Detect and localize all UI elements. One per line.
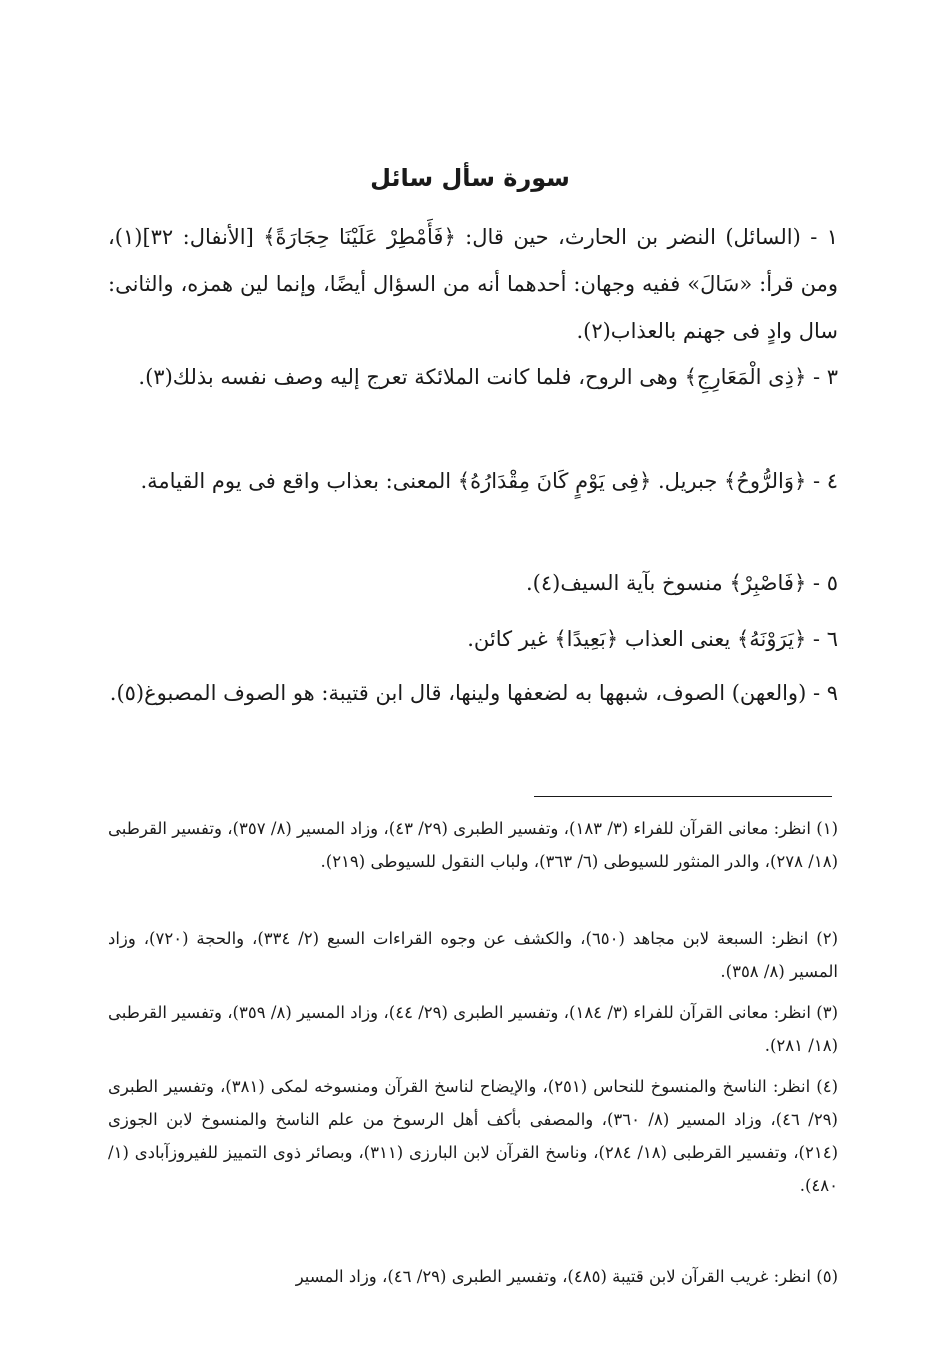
paragraph-verse-1: ١ - (السائل) النضر بن الحارث، حين قال: ﴿فَأَمْطِرْ عَلَيْنَا حِجَارَةً﴾ [الأنفال: ٣٢](١)، ومن قرأ: «سَالَ» ففيه وجهان: أحدهما أنه من السؤال أيضًا، وإنما لين همزه، والثانى: سال وادٍ فى جهنم بالعذاب(٢).: [108, 225, 838, 343]
page-title: سورة سأل سائل: [370, 164, 570, 192]
footnote-3: [108, 996, 838, 1062]
footnote-4-text: (٤) انظر: الناسخ والمنسوخ للنحاس (٢٥١)، والإيضاح لناسخ القرآن ومنسوخه لمكى (٣٨١)، وتفسير الطبرى (٢٩/ ٤٦)، وزاد المسير (٨/ ٣٦٠)، والمصفى بأكف أهل الرسوخ من علم الناسخ والمنسوخ لابن الجوزى (٢١٤)، وتفسير القرطبى (١٨/ ٢٨٤)، وناسخ القرآن لابن البارزى (٣١١)، وبصائر ذوى التمييز للفيروزآبادى (١/ ٤٨٠).: [108, 1077, 838, 1195]
footnote-2-text: (٢) انظر: السبعة لابن مجاهد (٦٥٠)، والكشف عن وجوه القراءات السبع (٢/ ٣٣٤)، والحجة (٧٢٠)، وزاد المسير (٨/ ٣٥٨).: [108, 929, 838, 981]
footnote-1-text: (١) انظر: معانى القرآن للفراء (٣/ ١٨٣)، وتفسير الطبرى (٢٩/ ٤٣)، وزاد المسير (٨/ ٣٥٧)، وتفسير القرطبى (١٨/ ٢٧٨)، والدر المنثور للسيوطى (٦/ ٣٦٣)، ولباب النقول للسيوطى (٢١٩).: [108, 819, 838, 871]
paragraph-verse-9: ٩ - (والعهن) الصوف، شبهها به لضعفها ولينها، قال ابن قتيبة: هو الصوف المصبوغ(٥).: [109, 681, 838, 705]
paragraph-verse-6: ٦ - ﴿يَرَوْنَهُ﴾ يعنى العذاب ﴿بَعِيدًا﴾ غير كائن.: [467, 627, 838, 651]
footnote-separator: [534, 796, 832, 797]
footnote-5: [108, 1260, 838, 1293]
footnote-4: [108, 1070, 838, 1202]
paragraph-verse-3: ٣ - ﴿ذِى الْمَعَارِجِ﴾ وهى الروح، فلما كانت الملائكة تعرج إليه وصف نفسه بذلك(٣).: [138, 365, 838, 389]
paragraph-verse-4: ٤ - ﴿وَالرُّوحُ﴾ جبريل. ﴿فِى يَوْمٍ كَانَ مِقْدَارُهُ﴾ المعنى: بعذاب واقع فى يوم القيامة.: [140, 469, 838, 493]
footnote-5-text: (٥) انظر: غريب القرآن لابن قتيبة (٤٨٥)، وتفسير الطبرى (٢٩/ ٤٦)، وزاد المسير: [295, 1267, 838, 1286]
paragraph-verse-5: ٥ - ﴿فَاصْبِرْ﴾ منسوخ بآية السيف(٤).: [525, 571, 838, 595]
footnote-1: [108, 812, 838, 878]
footnote-3-text: (٣) انظر: معانى القرآن للفراء (٣/ ١٨٤)، وتفسير الطبرى (٢٩/ ٤٤)، وزاد المسير (٨/ ٣٥٩)، وتفسير القرطبى (١٨/ ٢٨١).: [108, 1003, 838, 1055]
footnote-2: [108, 922, 838, 988]
